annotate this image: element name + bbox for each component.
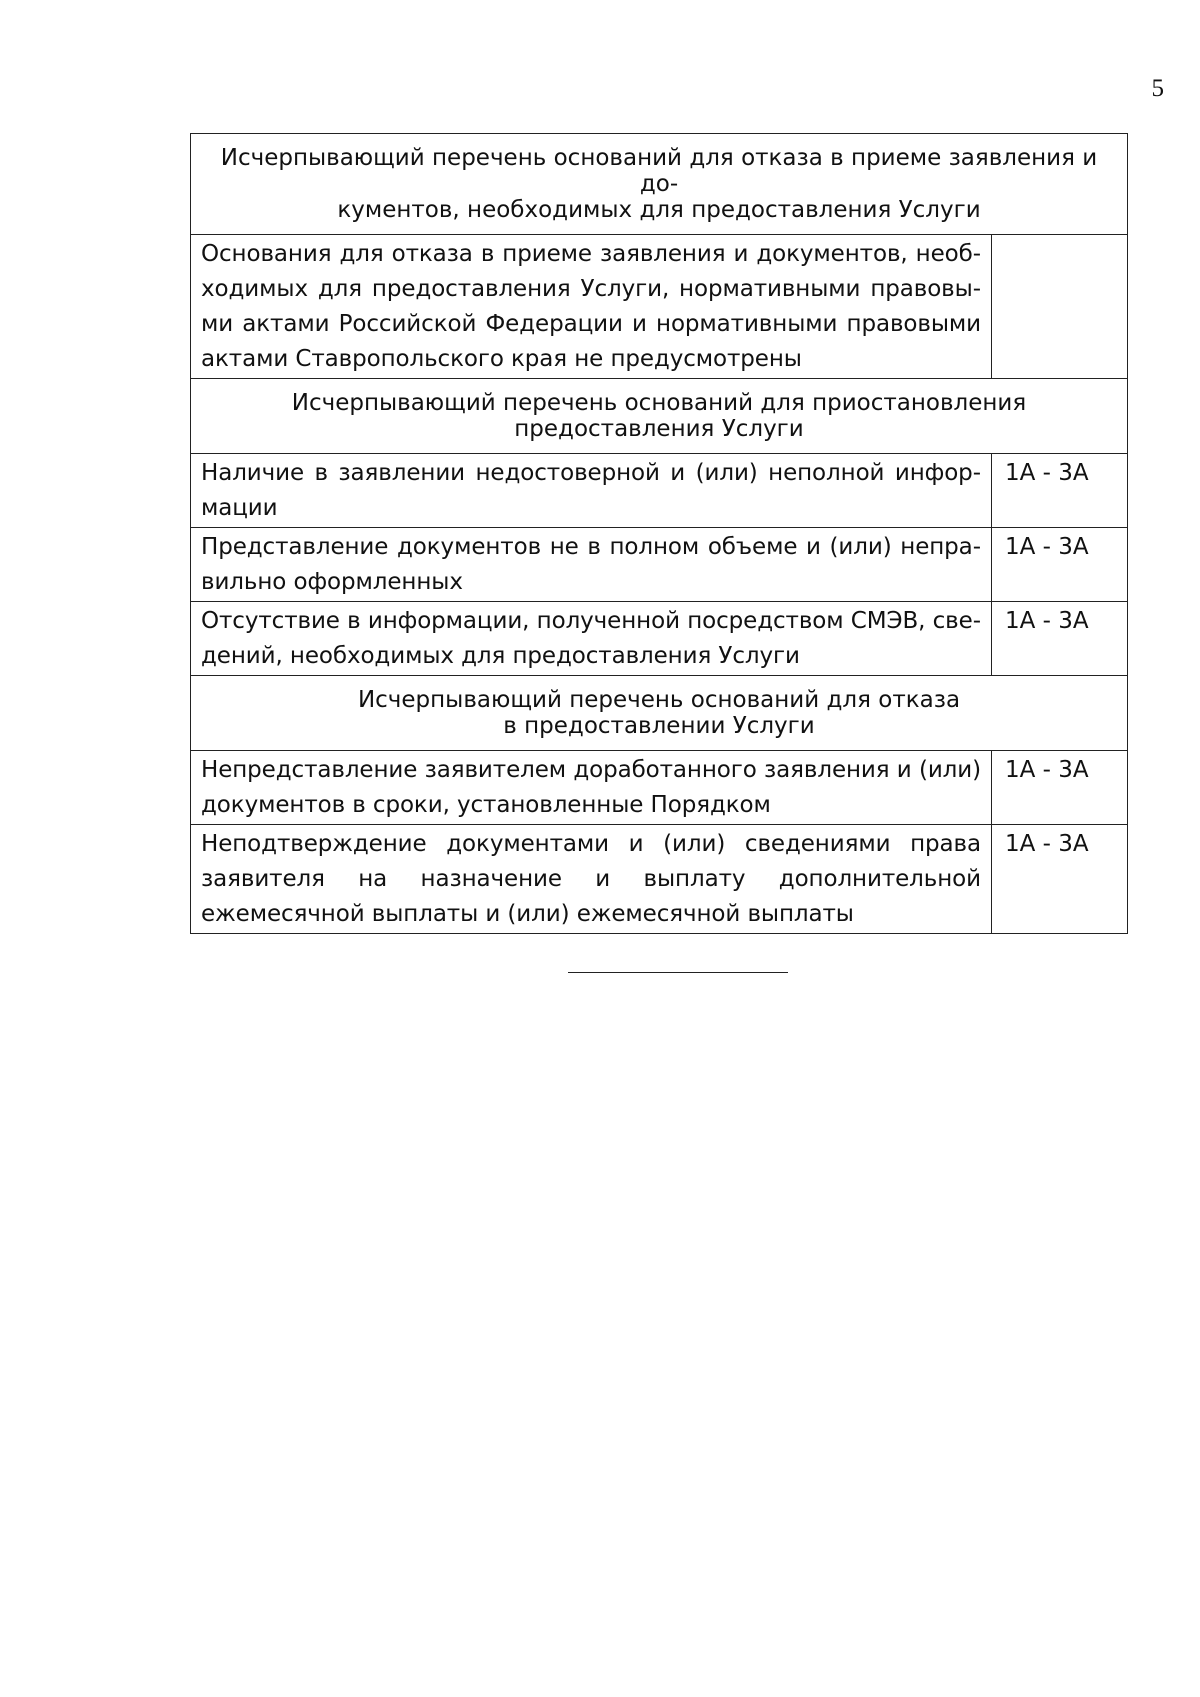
header-line: Исчерпывающий перечень оснований для отказа (357, 687, 961, 713)
ground-text: Представление документов не в полном объеме и (или) неправильно оформленных (191, 528, 992, 602)
ground-text: Наличие в заявлении недостоверной и (или) неполной информации (191, 454, 992, 528)
grounds-table (190, 133, 1128, 934)
table-row (191, 751, 1128, 825)
section-header-row (191, 134, 1128, 235)
ground-code: 1А - 3А (992, 602, 1128, 676)
section-header-row (191, 379, 1128, 454)
header-line: Исчерпывающий перечень оснований для приостановления (291, 390, 1027, 416)
ground-text: Непредставление заявителем доработанного заявления и (или) документов в сроки, установленные Порядком (191, 751, 992, 825)
table-row (191, 454, 1128, 528)
table-row (191, 235, 1128, 379)
section-header-refusal-acceptance (191, 134, 1128, 235)
end-divider (568, 972, 788, 973)
ground-code: 1А - 3А (992, 825, 1128, 934)
table-row (191, 602, 1128, 676)
ground-code: 1А - 3А (992, 528, 1128, 602)
header-line: в предоставлении Услуги (503, 713, 815, 739)
header-line: кументов, необходимых для предоставления Услуги (337, 197, 981, 223)
ground-code: 1А - 3А (992, 751, 1128, 825)
ground-code (992, 235, 1128, 379)
ground-text: Неподтверждение документами и (или) сведениями права заявителя на назначение и выплату дополнительной ежемесячной выплаты и (или) ежемесячной выплаты (191, 825, 992, 934)
ground-text: Основания для отказа в приеме заявления и документов, необходимых для предоставления Услуги, нормативными правовыми актами Российской Федерации и нормативными правовыми актами Ставропольского края не предусмотрены (191, 235, 992, 379)
section-header-suspension (191, 379, 1128, 454)
ground-text: Отсутствие в информации, полученной посредством СМЭВ, сведений, необходимых для предоставления Услуги (191, 602, 992, 676)
header-line: Исчерпывающий перечень оснований для отказа в приеме заявления и до- (220, 145, 1098, 197)
table-row (191, 528, 1128, 602)
section-header-row (191, 676, 1128, 751)
page-number: 5 (1151, 75, 1164, 102)
section-header-refusal-service (191, 676, 1128, 751)
header-line: предоставления Услуги (514, 416, 804, 442)
table-row (191, 825, 1128, 934)
ground-code: 1А - 3А (992, 454, 1128, 528)
